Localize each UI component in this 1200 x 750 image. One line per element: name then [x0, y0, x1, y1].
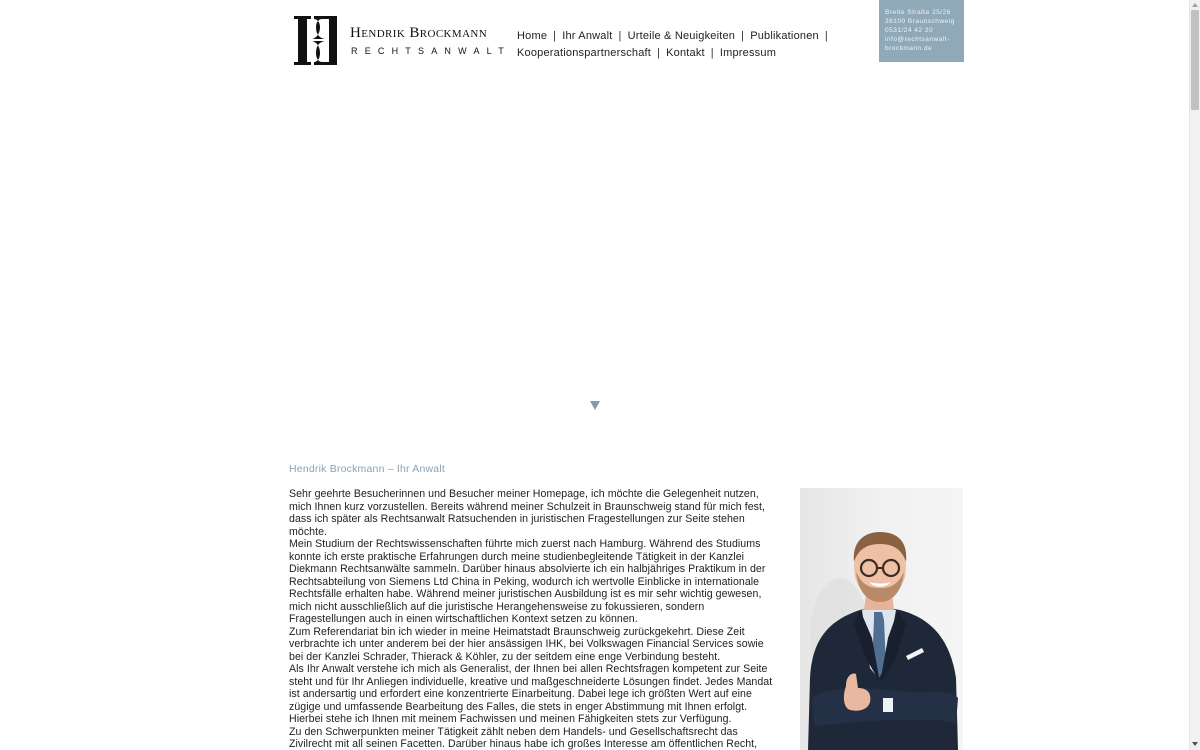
scroll-up-arrow-icon[interactable]: [1192, 3, 1198, 7]
nav-row-2: [517, 45, 837, 62]
logo[interactable]: [292, 16, 511, 66]
main-nav: [517, 28, 837, 62]
scrollbar-thumb[interactable]: [1191, 10, 1199, 110]
paragraph: Sehr geehrte Besucherinnen und Besucher meiner Homepage, ich möchte die Gelegenheit nutzen, mich Ihnen kurz vorzustellen. Bereits während meiner Schulzeit in Braunschweig stand für mich fest, dass ich später als Rechtsanwalt Ratsuchenden in juristischen Fragestellungen zur Seite stehen möchte.: [289, 488, 765, 538]
nav-link-publikationen[interactable]: Publikationen: [750, 30, 819, 42]
vertical-scrollbar[interactable]: [1189, 0, 1200, 750]
portrait-photo: [800, 488, 963, 750]
paragraph: Zu den Schwerpunkten meiner Tätigkeit zählt neben dem Handels- und Gesellschaftsrecht das Zivilrecht mit all seinen Facetten. Darüber hinaus habe ich großes Interesse am öffentlichen Recht,: [289, 725, 758, 750]
logo-name: Hendrik Brockmann: [350, 25, 488, 41]
portrait-illustration: [800, 488, 963, 750]
scroll-down-arrow-icon[interactable]: [590, 401, 600, 410]
nav-link-kontakt[interactable]: Kontakt: [666, 47, 705, 59]
nav-separator: |: [657, 47, 661, 59]
nav-separator: |: [741, 30, 745, 42]
contact-street: Breite Straße 25/26: [885, 9, 951, 16]
section-title: Hendrik Brockmann – Ihr Anwalt: [289, 463, 445, 475]
scroll-down-button-icon[interactable]: [1192, 742, 1198, 746]
nav-separator: |: [710, 47, 714, 59]
nav-separator: |: [618, 30, 622, 42]
logo-subtitle: RECHTSANWALT: [351, 46, 511, 56]
contact-box: [879, 0, 964, 62]
paragraph: Zum Referendariat bin ich wieder in meine Heimatstadt Braunschweig zurückgekehrt. Diese Zeit verbrachte ich unter anderem bei der hier ansässigen IHK, bei Volkswagen Financial Services sowie bei der Kanzlei Schrader, Thierack & Köhler, zu der seitdem eine enge Verbindung besteht.: [289, 625, 764, 663]
contact-city: 38100 Braunschweig: [885, 18, 955, 25]
logo-mark-icon: [292, 16, 340, 65]
nav-separator: |: [824, 30, 828, 42]
nav-link-impressum[interactable]: Impressum: [719, 47, 777, 59]
intro-text: [289, 488, 781, 750]
paragraph: Als Ihr Anwalt verstehe ich mich als Generalist, der Ihnen bei allen Rechtsfragen kompetent zur Seite steht und für Ihr Anliegen individuelle, kreative und maßgeschneiderte Lösungen findet. Jedes Mandat ist andersartig und erfordert eine konzentrierte Einarbeitung. Dabei lege ich größten Wert auf eine zügige und umfassende Bearbeitung des Falles, die stets in enger Abstimmung mit Ihnen erfolgt. Hierbei stehe ich Ihnen mit meinem Fachwissen und meinen Fähigkeiten stets zur Verfügung.: [289, 663, 773, 725]
paragraph: Mein Studium der Rechtswissenschaften führte mich zuerst nach Hamburg. Während des Studiums konnte ich erste praktische Erfahrungen durch meine studienbegleitende Tätigkeit in der Kanzlei Diekmann Rechtsanwälte sammeln. Darüber hinaus absolvierte ich ein halbjähriges Praktikum in der Rechtsabteilung von Siemens Ltd China in Peking, wodurch ich wertvolle Einblicke in internationale Rechtsfälle erhalten habe. Während meiner juristischen Ausbildung ist es mir sehr wichtig gewesen, mich nicht ausschließlich auf die juristische Herangehensweise zu fokussieren, sondern Fragestellungen auch in einen wirtschaftlichen Kontext setzen zu können.: [289, 538, 766, 625]
contact-phone[interactable]: 0531/24 42 20: [885, 27, 934, 34]
nav-link-urteile-neuigkeiten[interactable]: Urteile & Neuigkeiten: [627, 30, 736, 42]
nav-link-kooperationspartnerschaft[interactable]: Kooperationspartnerschaft: [517, 47, 652, 59]
contact-email-line1[interactable]: info@rechtsanwalt-: [885, 36, 950, 43]
nav-link-ihr-anwalt[interactable]: Ihr Anwalt: [562, 30, 613, 42]
nav-separator: |: [553, 30, 557, 42]
contact-email-line2[interactable]: brockmann.de: [885, 45, 933, 52]
nav-link-home[interactable]: Home: [517, 30, 548, 42]
nav-row-1: [517, 28, 837, 45]
